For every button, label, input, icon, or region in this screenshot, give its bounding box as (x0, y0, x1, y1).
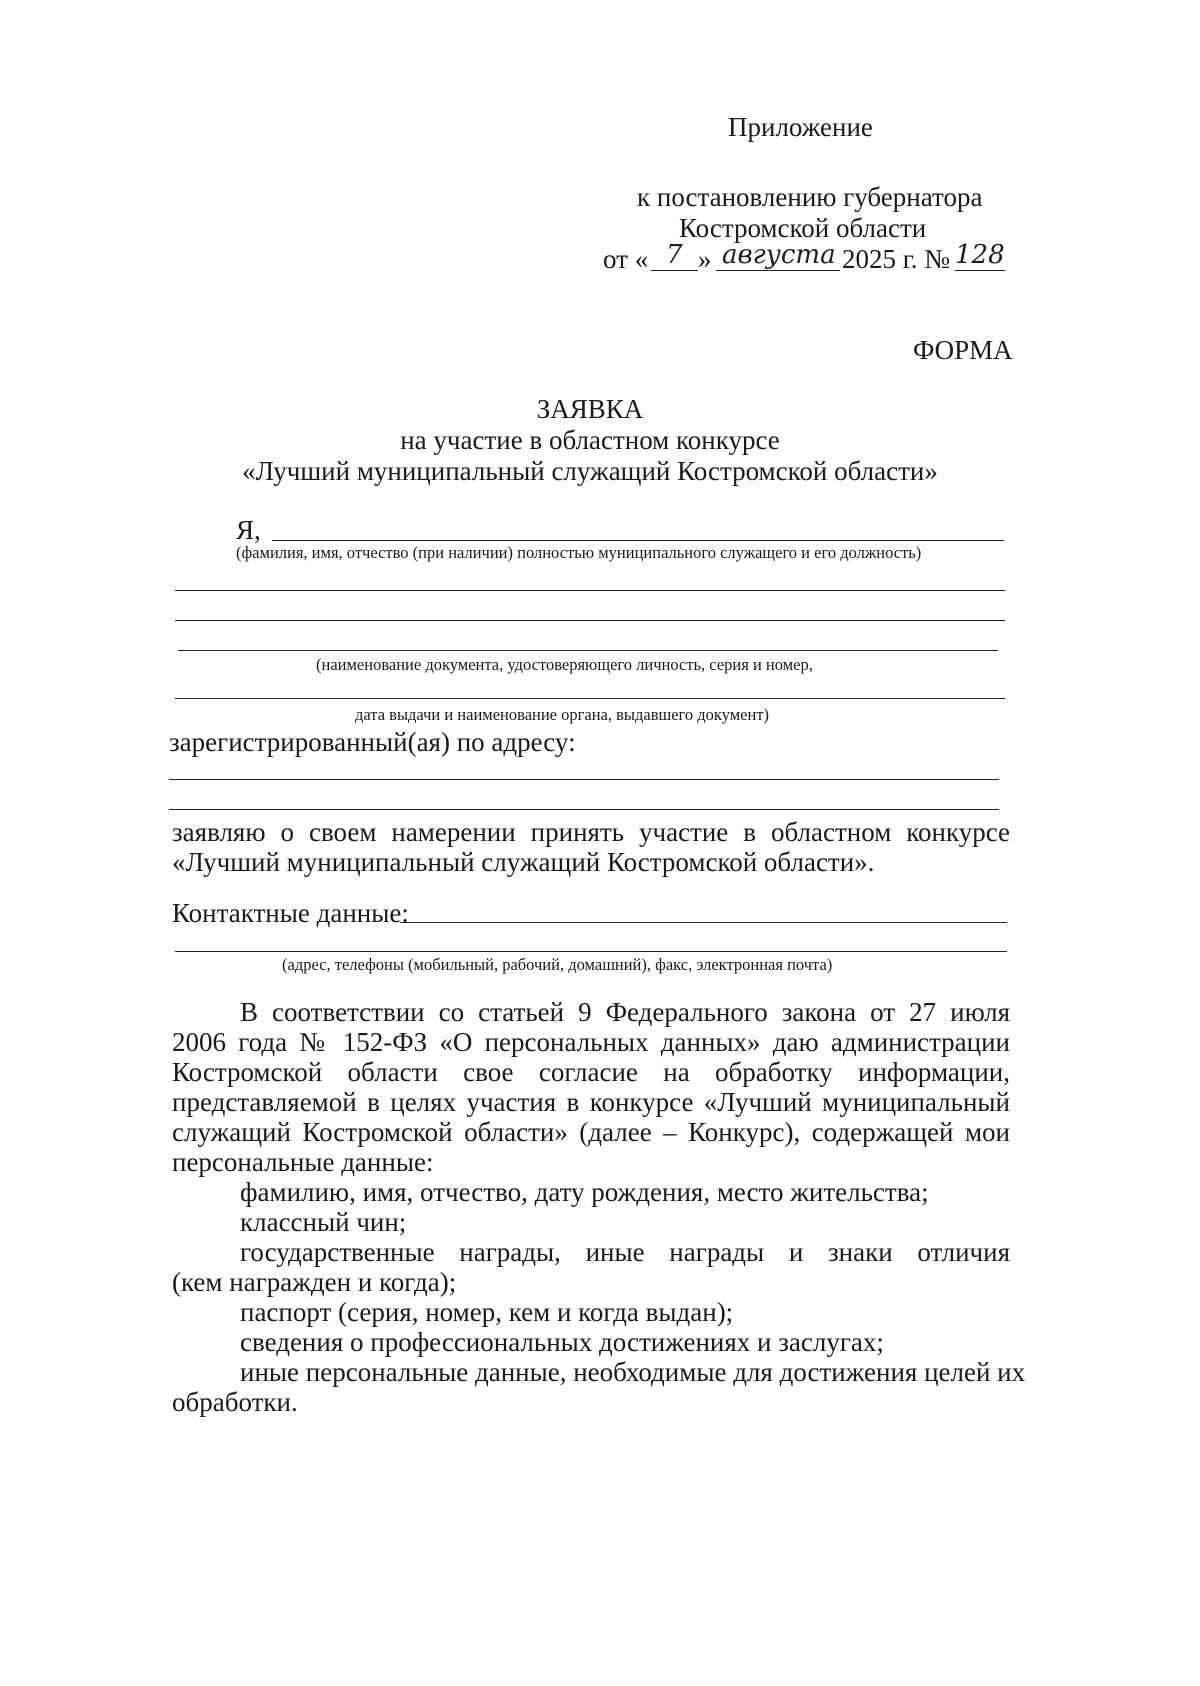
id-document-hint-2: дата выдачи и наименование органа, выдавшего документ) (355, 705, 770, 724)
document-subtitle-2: «Лучший муниципальный служащий Костромской области» (242, 456, 938, 486)
region-line: Костромской области (679, 213, 927, 243)
date-day-underline (651, 270, 698, 271)
consent-item: классный чин; (240, 1207, 407, 1237)
consent-line: служащий Костромской области» (далее – Конкурс), содержащей мои (172, 1117, 1010, 1147)
resolution-line: к постановлению губернатора (637, 182, 983, 212)
date-year: 2025 г. № (842, 244, 951, 274)
consent-line: 2006 года № 152-ФЗ «О персональных данных» даю администрации (172, 1027, 1010, 1057)
consent-line: Костромской области свое согласие на обработку информации, (172, 1057, 1010, 1087)
consent-line: персональные данные: (172, 1147, 434, 1177)
applicant-name-line[interactable] (272, 540, 1004, 541)
consent-item: сведения о профессиональных достижениях и заслугах; (240, 1327, 884, 1357)
declaration-line-2: «Лучший муниципальный служащий Костромской области». (172, 847, 875, 877)
address-line-1[interactable] (169, 779, 999, 780)
contacts-label: Контактные данные: (172, 898, 409, 928)
consent-line: В соответствии со статьей 9 Федерального закона от 27 июля (240, 997, 1010, 1027)
doc-number-underline (955, 270, 1005, 271)
consent-item: государственные награды, иные награды и знаки отличия (240, 1237, 1010, 1267)
consent-item-continuation: (кем награжден и когда); (172, 1267, 457, 1297)
date-close-quote: » (698, 244, 712, 274)
id-document-line-2[interactable] (175, 698, 1005, 699)
appendix-label: Приложение (728, 112, 873, 142)
contacts-hint: (адрес, телефоны (мобильный, рабочий, домашний), факс, электронная почта) (282, 955, 833, 974)
applicant-ya-label: Я, (236, 515, 261, 545)
applicant-extra-line-1[interactable] (175, 590, 1005, 591)
consent-item: фамилию, имя, отчество, дату рождения, место жительства; (240, 1177, 929, 1207)
date-prefix: от « (603, 244, 649, 274)
id-document-hint-1: (наименование документа, удостоверяющего личность, серия и номер, (316, 655, 813, 674)
consent-item: иные персональные данные, необходимые для достижения целей их (240, 1357, 1026, 1387)
id-document-line[interactable] (178, 650, 998, 651)
form-label: ФОРМА (913, 335, 1013, 365)
applicant-name-hint: (фамилия, имя, отчество (при наличии) полностью муниципального служащего и его должность) (236, 543, 922, 562)
doc-number-handwritten: 128 (955, 240, 1005, 270)
consent-line: представляемой в целях участия в конкурсе «Лучший муниципальный (172, 1087, 1010, 1117)
date-month-underline (716, 270, 840, 271)
contacts-line-2[interactable] (175, 951, 1007, 952)
date-day-handwritten: 7 (666, 240, 683, 270)
consent-item: паспорт (серия, номер, кем и когда выдан); (240, 1297, 734, 1327)
document-subtitle-1: на участие в областном конкурсе (400, 425, 780, 455)
applicant-extra-line-2[interactable] (175, 620, 1005, 621)
declaration-line-1: заявляю о своем намерении принять участие в областном конкурсе (172, 817, 1010, 847)
address-line-2[interactable] (169, 809, 999, 810)
date-month-handwritten: августа (722, 240, 836, 270)
document-title: ЗАЯВКА (536, 394, 644, 424)
contacts-line-1[interactable] (400, 922, 1007, 923)
registered-address-label: зарегистрированный(ая) по адресу: (169, 727, 576, 757)
consent-item-continuation: обработки. (172, 1387, 298, 1417)
